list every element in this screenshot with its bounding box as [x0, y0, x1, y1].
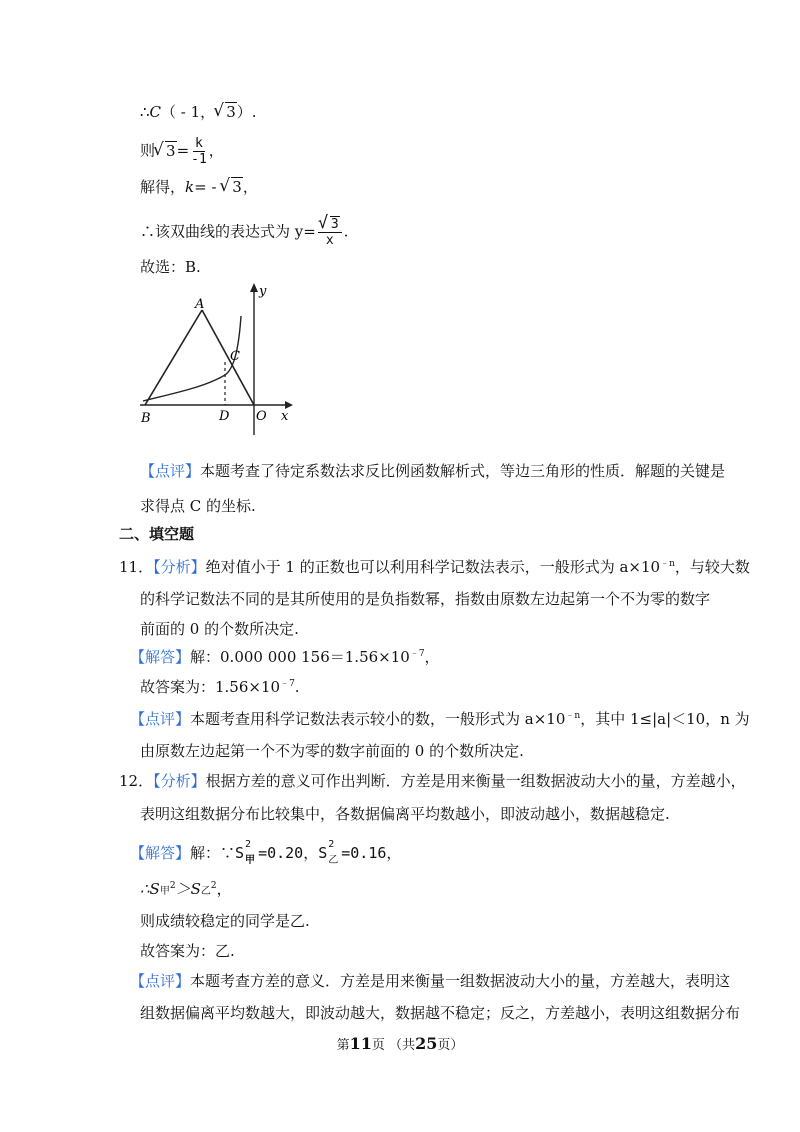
- label-b: B: [141, 411, 151, 426]
- fraction: $\frac{k}{-1}$: [191, 136, 207, 167]
- solution-line-coord-c: ∴C（ - 1，√ 3）.: [140, 102, 257, 122]
- label-x: x: [281, 409, 289, 424]
- side-ba: [145, 310, 202, 405]
- geometry-figure: [135, 280, 295, 440]
- review-line-1: 【点评】本题考查了待定系数法求反比例函数解析式，等边三角形的性质．解题的关键是: [140, 462, 726, 480]
- review-tag: 【点评】: [130, 710, 191, 728]
- solution-line-solve-k: 解得，k= - √ 3，: [140, 177, 258, 197]
- label-y: y: [259, 284, 267, 299]
- q12-answer-line-4: 故答案为：乙.: [140, 942, 235, 960]
- label-o: O: [256, 409, 267, 424]
- q11-answer-line-2: 故答案为：$1.56\times 10^{﹣7}$.: [140, 678, 300, 696]
- label-c: C: [230, 349, 240, 364]
- q12-review-line-2: 组数据偏离平均数越大，即波动越大，数据越不稳定；反之，方差越小，表明这组数据分布: [140, 1004, 741, 1022]
- analysis-tag: 【分析】: [153, 558, 206, 576]
- analysis-tag: 【分析】: [153, 772, 206, 790]
- review-tag: 【点评】: [140, 462, 201, 480]
- q12-analysis-line-2: 表明这组数据分布比较集中，各数据偏离平均数越小，即波动越小，数据越稳定.: [140, 805, 670, 823]
- total-pages: 25: [415, 1034, 438, 1053]
- q11-answer-line-1: 【解答】解：0.000 000 $156=1.56\times 10^{﹣7}$，: [130, 648, 440, 666]
- side-ao: [202, 310, 254, 405]
- review-line-2: 求得点 C 的坐标.: [140, 497, 256, 515]
- solution-line-equation: 则√ 3= $\frac{k}{-1}$ ，: [140, 136, 224, 167]
- section-heading: 二、填空题: [119, 525, 195, 543]
- x-axis-arrow: [285, 401, 293, 409]
- sqrt-symbol: √ 3: [155, 141, 177, 161]
- q12-answer-line-1: 【解答】解：∵S 2 甲 =0.20，S 2 乙 =0.16，: [130, 839, 402, 866]
- q12-answer-line-2: ∴S甲$^2$＞S乙$^2$，: [140, 880, 232, 898]
- q12-answer-line-3: 则成绩较稳定的同学是乙.: [140, 912, 310, 930]
- solution-line-choice: 故选：B.: [140, 258, 201, 276]
- sqrt-symbol: √ 3: [221, 177, 243, 197]
- hyperbola-curve: [143, 316, 241, 401]
- q11-analysis-line-3: 前面的 0 的个数所决定.: [140, 620, 299, 638]
- page-number: 11: [349, 1034, 372, 1053]
- review-tag: 【点评】: [130, 972, 191, 990]
- sqrt-symbol: √ 3: [215, 102, 237, 122]
- q11-analysis-line-1: 11．【分析】绝对值小于 1 的正数也可以利用科学记数法表示，一般形式为 $a\times 10^{﹣n}$，与较大数: [119, 558, 750, 576]
- fraction: √ $\frac{3}{x}$: [318, 217, 342, 248]
- q12-review-line-1: 【点评】本题考查方差的意义．方差是用来衡量一组数据波动大小的量，方差越大，表明这: [130, 972, 731, 990]
- q11-analysis-line-2: 的科学记数法不同的是其所使用的是负指数幂，指数由原数左边起第一个不为零的数字: [140, 590, 711, 608]
- answer-tag: 【解答】: [130, 844, 191, 862]
- y-axis-arrow: [250, 283, 258, 292]
- page-footer: 第11页 （共25页）: [336, 1034, 464, 1053]
- solution-line-hyperbola: ∴该双曲线的表达式为 y= √ $\frac{3}{x}$ .: [140, 217, 348, 248]
- answer-tag: 【解答】: [130, 648, 191, 666]
- q11-review-line-1: 【点评】本题考查用科学记数法表示较小的数，一般形式为 $a\times 10^{﹣n}$，其中 1≤|a|＜10，n 为: [130, 710, 750, 728]
- label-d: D: [219, 409, 230, 424]
- q12-analysis-line-1: 12．【分析】根据方差的意义可作出判断．方差是用来衡量一组数据波动大小的量，方差越小，: [119, 772, 746, 790]
- sqrt-symbol: √ 3: [320, 217, 340, 232]
- q11-review-line-2: 由原数左边起第一个不为零的数字前面的 0 的个数所决定.: [140, 742, 524, 760]
- label-a: A: [195, 297, 205, 312]
